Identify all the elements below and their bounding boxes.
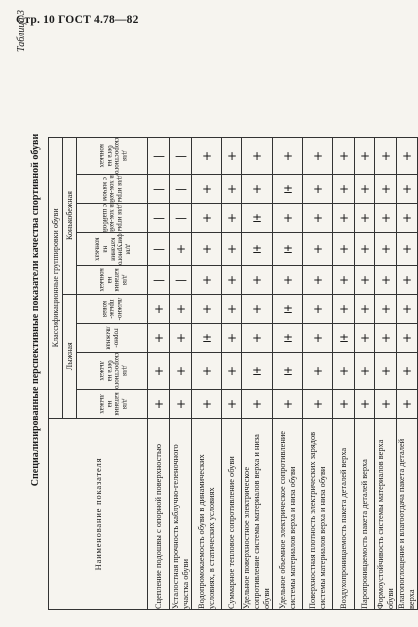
value-cell: ± — [242, 232, 273, 265]
skate-group-header: Конькобежная — [63, 137, 77, 294]
value-cell: + — [397, 352, 418, 389]
rotated-table-frame — [16, 10, 416, 610]
value-cell: + — [148, 323, 170, 352]
ski-group-header: Лыжная — [63, 294, 77, 418]
column-header: для игры в хок-кей с шайбой — [77, 203, 148, 232]
value-cell: + — [333, 390, 355, 419]
value-cell: + — [170, 323, 192, 352]
table-row — [375, 137, 397, 609]
value-cell: ± — [273, 352, 303, 389]
value-cell: + — [192, 294, 222, 323]
value-cell: + — [375, 352, 397, 389]
value-cell: + — [355, 174, 375, 203]
value-cell: + — [303, 323, 333, 352]
value-cell: — — [148, 232, 170, 265]
column-header: для катания на лыжах — [77, 390, 148, 419]
value-cell: + — [375, 137, 397, 174]
value-cell: ± — [273, 323, 303, 352]
indicator-name: Удельное поверхностное электрическое сопротивление системы материалов верха и низа обуви — [242, 419, 273, 610]
value-cell: + — [303, 137, 333, 174]
value-cell: + — [192, 203, 222, 232]
table-row — [333, 137, 355, 609]
column-header: для скоростного бега на коньках — [77, 137, 148, 174]
table-row — [242, 137, 273, 609]
column-header: горно-лыжная — [77, 323, 148, 352]
value-cell: + — [148, 352, 170, 389]
indicator-name: Сцепление подошвы с опорной поверхностью — [148, 419, 170, 610]
table-row — [397, 137, 418, 609]
value-cell: + — [192, 174, 222, 203]
value-cell: + — [397, 323, 418, 352]
value-cell: + — [170, 232, 192, 265]
value-cell: + — [222, 232, 242, 265]
table-label: Таблица 3 — [16, 10, 27, 52]
value-cell: + — [170, 390, 192, 419]
value-cell: + — [355, 137, 375, 174]
value-cell: + — [242, 265, 273, 294]
value-cell: + — [333, 174, 355, 203]
value-cell: ± — [333, 323, 355, 352]
value-cell: + — [355, 203, 375, 232]
value-cell: + — [355, 323, 375, 352]
value-cell: + — [355, 265, 375, 294]
value-cell: + — [303, 390, 333, 419]
value-cell: — — [170, 174, 192, 203]
table-row — [170, 137, 192, 609]
indicator-name: Поверхностная плотность электрических зарядов системы материалов верха и низа обуви — [303, 419, 333, 610]
value-cell: + — [397, 232, 418, 265]
table-title: Специализированные перспективные показатели качества спортивной обуви — [30, 133, 41, 487]
value-cell: + — [273, 265, 303, 294]
value-cell: — — [148, 203, 170, 232]
value-cell: — — [148, 174, 170, 203]
value-cell: + — [397, 294, 418, 323]
value-cell: + — [397, 265, 418, 294]
indicators-table — [48, 137, 418, 610]
value-cell: ± — [273, 174, 303, 203]
indicator-name: Влагопоглощение и влагоотдача пакета деталей верха — [397, 419, 418, 610]
value-cell: + — [148, 294, 170, 323]
indicator-name: Воздухопроницаемость пакета деталей верха — [333, 419, 355, 610]
column-header: лыжно-прыж-ковая — [77, 294, 148, 323]
indicator-column-header: Наименование показателя — [49, 419, 148, 610]
table-row — [273, 137, 303, 609]
value-cell: + — [355, 352, 375, 389]
value-cell: + — [170, 352, 192, 389]
value-cell: + — [192, 232, 222, 265]
value-cell: + — [303, 265, 333, 294]
value-cell: + — [242, 137, 273, 174]
value-cell: + — [222, 203, 242, 232]
value-cell: + — [192, 265, 222, 294]
value-cell: + — [333, 137, 355, 174]
value-cell: + — [273, 137, 303, 174]
value-cell: + — [333, 232, 355, 265]
column-header: для фигурного катания на коньках — [77, 232, 148, 265]
value-cell: + — [192, 390, 222, 419]
value-cell: ± — [273, 294, 303, 323]
value-cell: + — [222, 137, 242, 174]
value-cell: + — [375, 174, 397, 203]
value-cell: + — [303, 203, 333, 232]
table-row — [148, 137, 170, 609]
indicator-name: Водопромокаемость обуви в динамических условиях, в статических условиях — [192, 419, 222, 610]
value-cell: + — [273, 390, 303, 419]
value-cell: + — [242, 390, 273, 419]
value-cell: — — [148, 137, 170, 174]
indicator-name: Паропроницаемость пакета деталей верха — [355, 419, 375, 610]
value-cell: + — [397, 203, 418, 232]
column-header: для скоростного бега на лыжах — [77, 352, 148, 389]
value-cell: + — [397, 174, 418, 203]
value-cell: + — [222, 174, 242, 203]
value-cell: + — [397, 137, 418, 174]
indicator-name: Суммарное тепловое сопротивление обуви — [222, 419, 242, 610]
column-header: для игры в хок-кей с мячом — [77, 174, 148, 203]
value-cell: + — [303, 352, 333, 389]
value-cell: + — [355, 294, 375, 323]
value-cell: + — [222, 352, 242, 389]
value-cell: — — [148, 265, 170, 294]
indicator-name: Усталостная прочность каблучно-геленочного участка обуви — [170, 419, 192, 610]
value-cell: + — [303, 294, 333, 323]
value-cell: + — [355, 390, 375, 419]
value-cell: ± — [242, 352, 273, 389]
value-cell: + — [222, 265, 242, 294]
value-cell: ± — [273, 232, 303, 265]
value-cell: + — [375, 232, 397, 265]
value-cell: + — [242, 294, 273, 323]
value-cell: + — [375, 390, 397, 419]
value-cell: ± — [192, 323, 222, 352]
value-cell: — — [170, 265, 192, 294]
value-cell: + — [242, 174, 273, 203]
value-cell: + — [222, 323, 242, 352]
table-row — [355, 137, 375, 609]
value-cell: + — [303, 232, 333, 265]
classification-header: Классификационные группировки обуви — [49, 137, 63, 418]
value-cell: + — [242, 323, 273, 352]
value-cell: ± — [242, 203, 273, 232]
value-cell: + — [273, 203, 303, 232]
table-row — [222, 137, 242, 609]
value-cell: + — [192, 352, 222, 389]
value-cell: + — [375, 265, 397, 294]
value-cell: + — [375, 323, 397, 352]
value-cell: + — [375, 203, 397, 232]
value-cell: + — [148, 390, 170, 419]
indicator-name: Формоустойчивость системы материалов верха обуви — [375, 419, 397, 610]
table-row — [192, 137, 222, 609]
indicator-name: Удельное объемное электрическое сопротивление системы материалов верха и низа обуви — [273, 419, 303, 610]
value-cell: + — [333, 265, 355, 294]
value-cell: + — [222, 294, 242, 323]
value-cell: + — [222, 390, 242, 419]
value-cell: + — [375, 294, 397, 323]
table-row — [303, 137, 333, 609]
value-cell: + — [333, 294, 355, 323]
value-cell: — — [170, 137, 192, 174]
value-cell: + — [303, 174, 333, 203]
page-header: Стр. 10 ГОСТ 4.78—82 — [16, 14, 139, 26]
value-cell: + — [192, 137, 222, 174]
value-cell: + — [397, 390, 418, 419]
column-header: для катания на коньках — [77, 265, 148, 294]
value-cell: — — [170, 203, 192, 232]
value-cell: + — [333, 203, 355, 232]
value-cell: + — [333, 352, 355, 389]
value-cell: + — [170, 294, 192, 323]
value-cell: + — [355, 232, 375, 265]
